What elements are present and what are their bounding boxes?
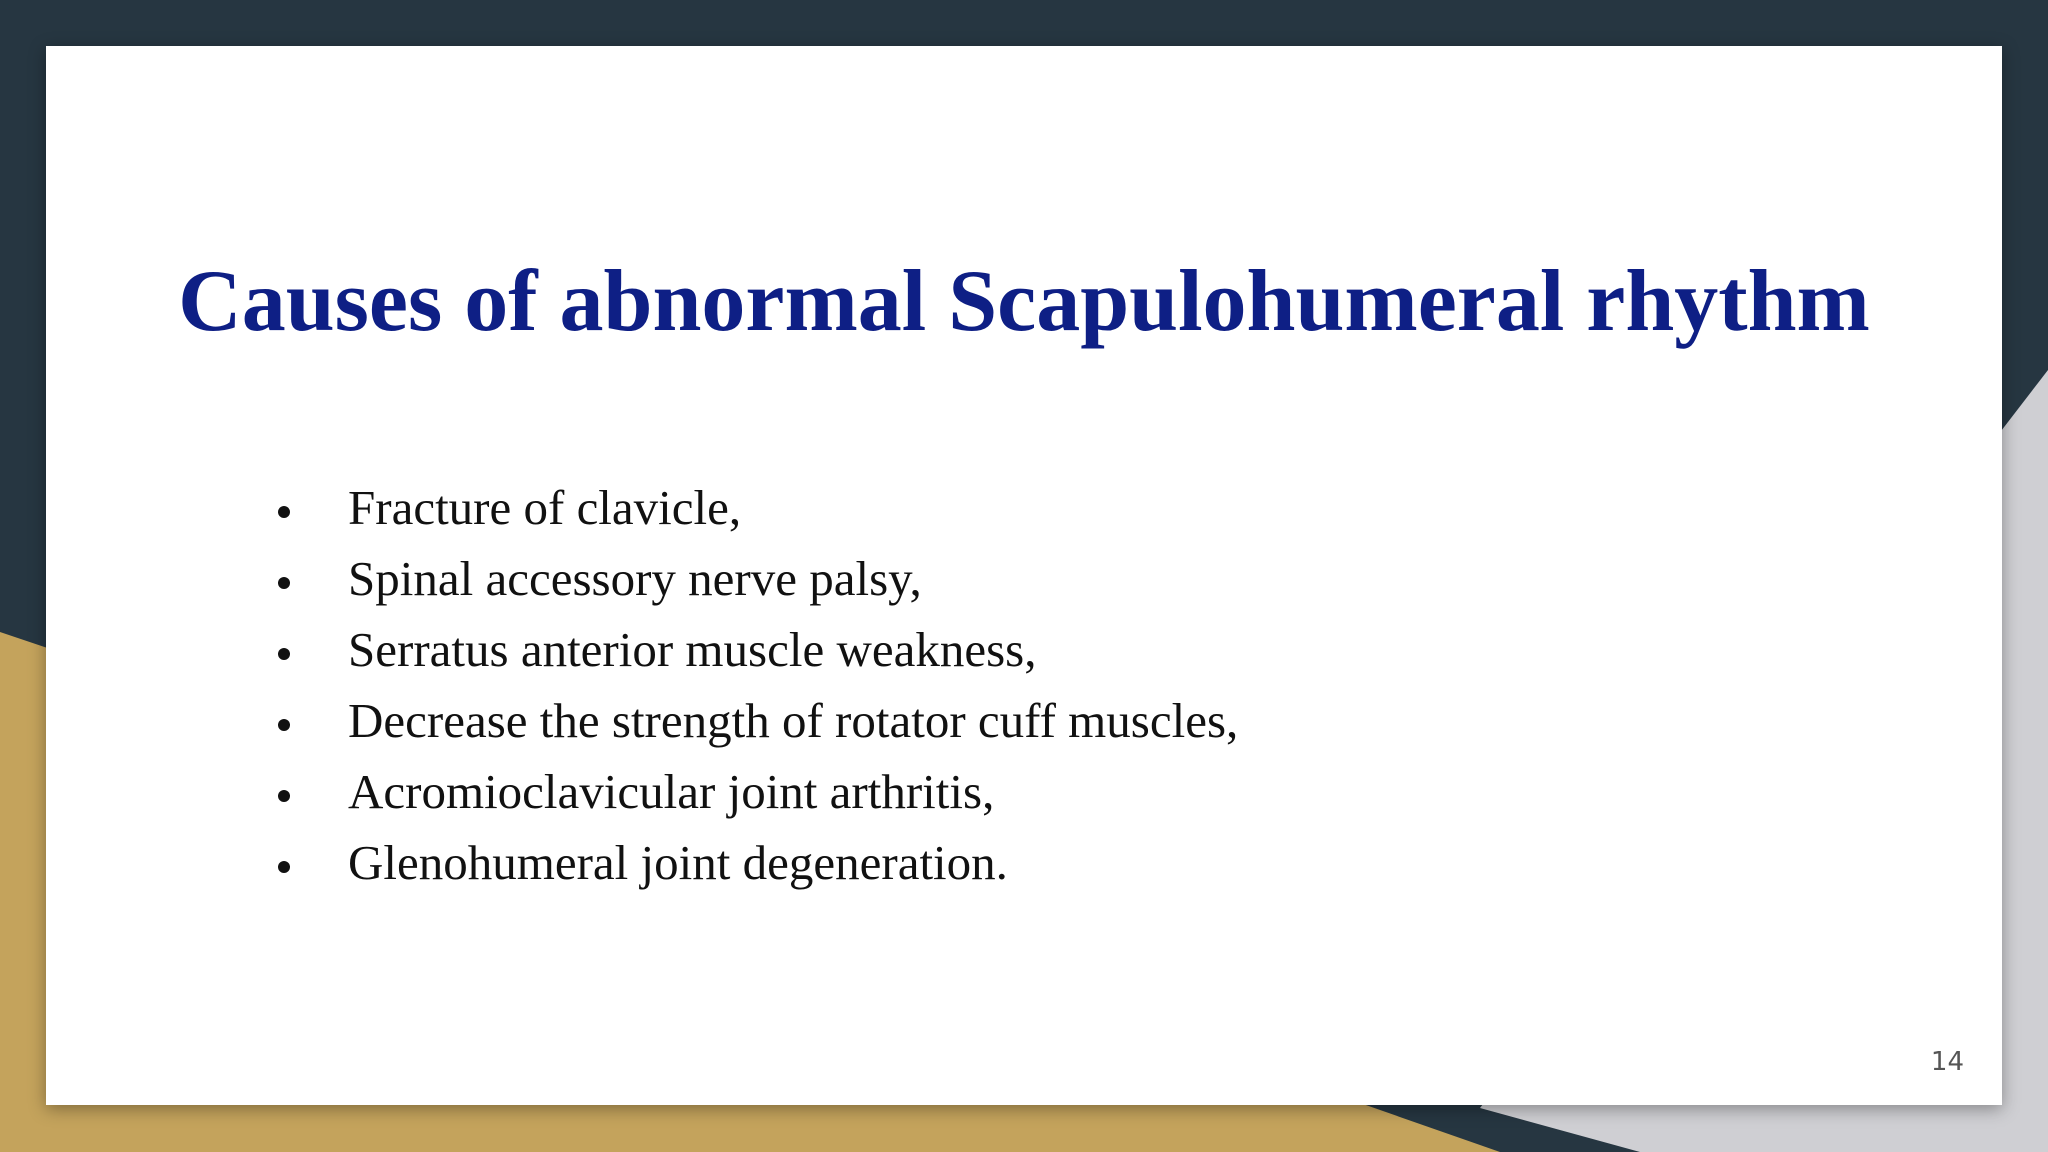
bullet-item [216,756,1238,827]
bullet-item [216,543,1238,614]
bullet-text: Decrease the strength of rotator cuff muscles, [348,693,1239,748]
bullet-dot-icon [278,861,290,873]
bullet-list [216,472,1238,898]
slide-title: Causes of abnormal Scapulohumeral rhythm [178,253,1870,350]
bullet-dot-icon [278,719,290,731]
slide-canvas [46,46,2002,1105]
bullet-item [216,614,1238,685]
bullet-dot-icon [278,506,290,518]
bullet-text: Glenohumeral joint degeneration. [348,835,1008,890]
bullet-dot-icon [278,790,290,802]
bullet-dot-icon [278,577,290,589]
bullet-text: Serratus anterior muscle weakness, [348,622,1037,677]
bullet-text: Acromioclavicular joint arthritis, [348,764,995,819]
bullet-text: Spinal accessory nerve palsy, [348,551,922,606]
slide-number: 14 [1930,1047,1964,1077]
bullet-text: Fracture of clavicle, [348,480,742,535]
bullet-dot-icon [278,648,290,660]
bullet-item [216,472,1238,543]
bullet-item [216,827,1238,898]
bullet-item [216,685,1238,756]
